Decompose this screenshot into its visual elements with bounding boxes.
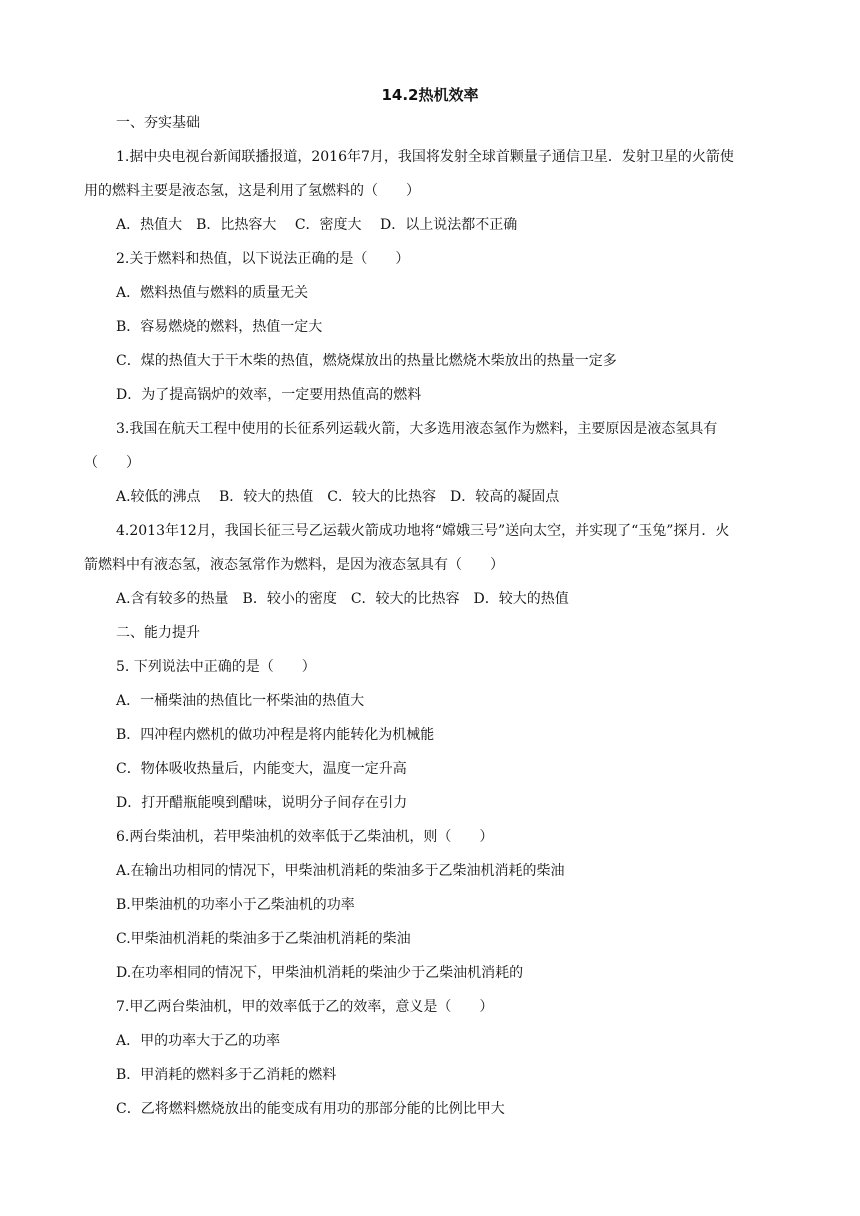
- q3-stem-line2: （ ）: [84, 455, 140, 471]
- q6-option-a: A.在输出功相同的情况下，甲柴油机消耗的柴油多于乙柴油机消耗的柴油: [116, 863, 565, 879]
- q4-stem-line2: 箭燃料中有液态氢，液态氢常作为燃料，是因为液态氢具有（ ）: [84, 557, 504, 573]
- q7-option-a: A．甲的功率大于乙的功率: [116, 1033, 281, 1049]
- q5-stem: 5. 下列说法中正确的是（ ）: [116, 659, 316, 675]
- q1-options: A．热值大 B．比热容大 C．密度大 D．以上说法都不正确: [116, 217, 518, 233]
- q7-option-b: B．甲消耗的燃料多于乙消耗的燃料: [116, 1067, 337, 1083]
- section-heading-basic: 一、夯实基础: [116, 115, 200, 131]
- q4-stem-line1: 4.2013年12月，我国长征三号乙运载火箭成功地将“嫦娥三号”送向太空，并实现了“玉兔”探月．火: [116, 523, 730, 539]
- q3-options: A.较低的沸点 B．较大的热值 C．较大的比热容 D．较高的凝固点: [116, 489, 560, 505]
- q7-stem: 7.甲乙两台柴油机，甲的效率低于乙的效率，意义是（ ）: [116, 999, 494, 1015]
- q5-option-d: D．打开醋瓶能嗅到醋味，说明分子间存在引力: [116, 795, 408, 811]
- q2-option-b: B．容易燃烧的燃料，热值一定大: [116, 319, 323, 335]
- q4-options: A.含有较多的热量 B．较小的密度 C．较大的比热容 D．较大的热值: [116, 591, 569, 607]
- q6-option-b: B.甲柴油机的功率小于乙柴油机的功率: [116, 897, 355, 913]
- q6-option-c: C.甲柴油机消耗的柴油多于乙柴油机消耗的柴油: [116, 931, 411, 947]
- q2-option-a: A．燃料热值与燃料的质量无关: [116, 285, 309, 301]
- q1-stem-line1: 1.据中央电视台新闻联播报道，2016年7月，我国将发射全球首颗量子通信卫星．发射卫星的火箭使: [116, 149, 734, 165]
- q5-option-a: A．一桶柴油的热值比一杯柴油的热值大: [116, 693, 365, 709]
- q6-option-d: D.在功率相同的情况下，甲柴油机消耗的柴油少于乙柴油机消耗的: [116, 965, 524, 981]
- q2-option-d: D．为了提高锅炉的效率，一定要用热值高的燃料: [116, 387, 422, 403]
- page-title: 14.2热机效率: [381, 86, 479, 104]
- q2-stem: 2.关于燃料和热值，以下说法正确的是（ ）: [116, 251, 410, 267]
- q3-stem-line1: 3.我国在航天工程中使用的长征系列运载火箭，大多选用液态氢作为燃料，主要原因是液态氢具有: [116, 421, 718, 437]
- q5-option-c: C．物体吸收热量后，内能变大，温度一定升高: [116, 761, 407, 777]
- q5-option-b: B．四冲程内燃机的做功冲程是将内能转化为机械能: [116, 727, 435, 743]
- q1-stem-line2: 用的燃料主要是液态氢，这是利用了氢燃料的（ ）: [84, 183, 420, 199]
- q7-option-c: C．乙将燃料燃烧放出的能变成有用功的那部分能的比例比甲大: [116, 1101, 505, 1117]
- q2-option-c: C．煤的热值大于干木柴的热值，燃烧煤放出的热量比燃烧木柴放出的热量一定多: [116, 353, 617, 369]
- section-heading-advanced: 二、能力提升: [116, 625, 200, 641]
- q6-stem: 6.两台柴油机，若甲柴油机的效率低于乙柴油机，则（ ）: [116, 829, 494, 845]
